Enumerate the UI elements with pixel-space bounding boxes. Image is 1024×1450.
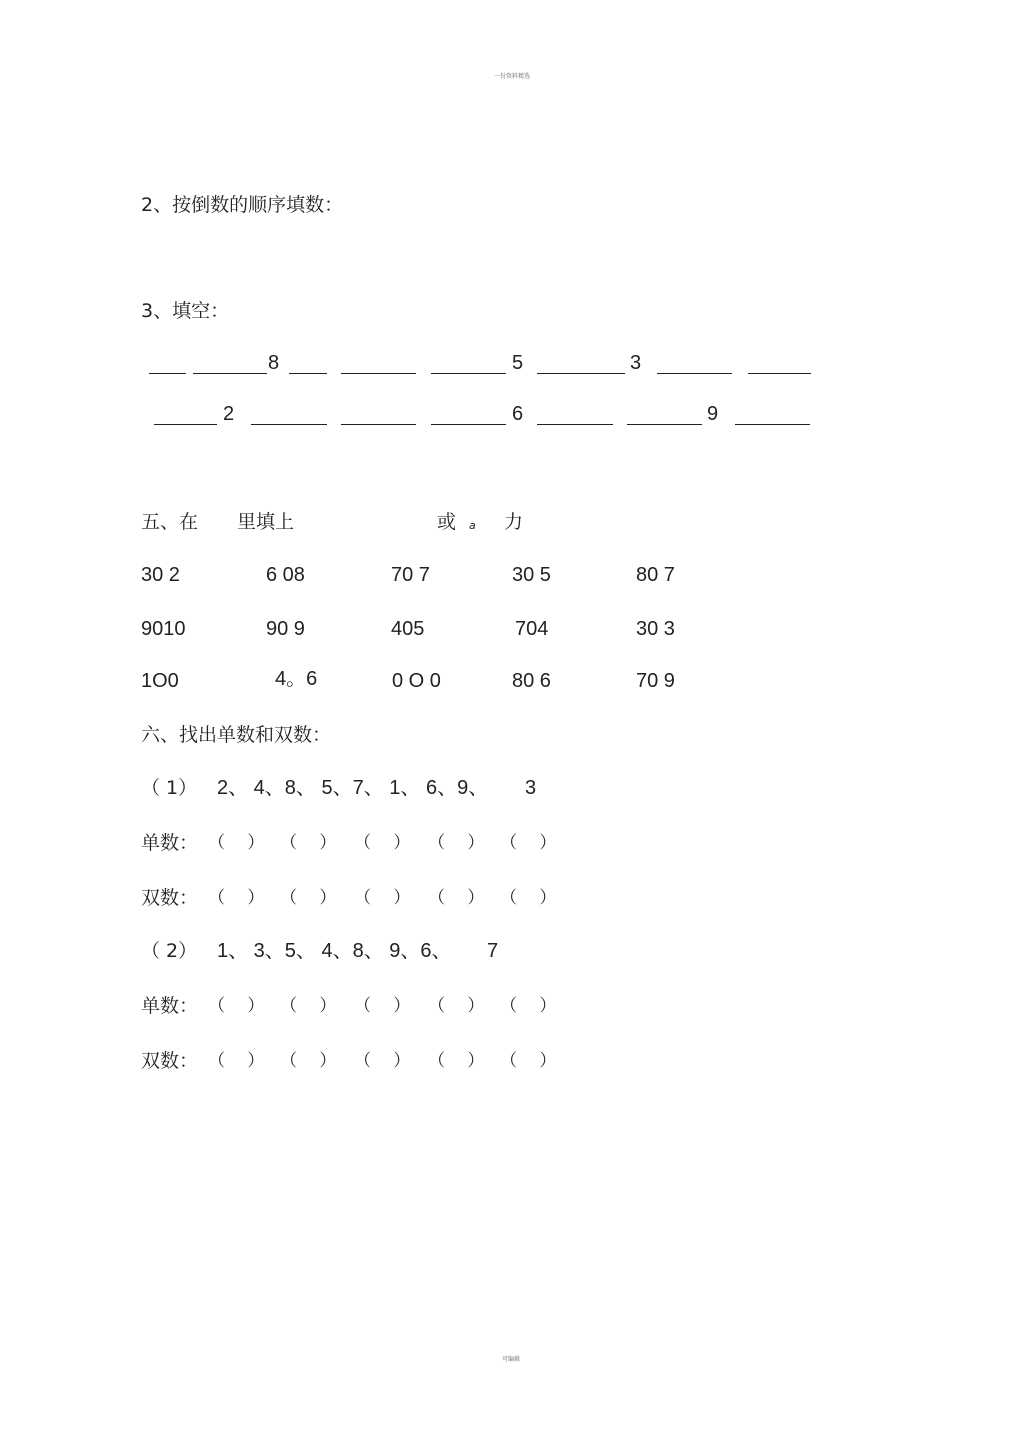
- section5-title: a: [469, 519, 476, 532]
- answer-paren[interactable]: （ ）: [280, 888, 337, 908]
- section5-title: 五、在: [141, 511, 199, 533]
- answer-paren[interactable]: （ ）: [280, 996, 337, 1016]
- part2-last: 7: [487, 940, 499, 962]
- fill-blank[interactable]: [289, 373, 327, 374]
- fill-blank[interactable]: [149, 373, 186, 374]
- part1-sequence: 2、 4、8、 5、7、 1、 6、9、: [217, 777, 489, 799]
- given-number: 2: [223, 403, 235, 425]
- compare-item[interactable]: 80 7: [636, 564, 675, 586]
- odd-label: 单数：: [141, 995, 199, 1017]
- section5-title: 里填上: [237, 511, 295, 533]
- even-label: 双数：: [141, 1050, 199, 1072]
- answer-paren[interactable]: （ ）: [500, 1051, 557, 1071]
- compare-item[interactable]: 70 7: [391, 564, 430, 586]
- compare-item[interactable]: 1O0: [141, 670, 179, 692]
- answer-paren[interactable]: （ ）: [428, 1051, 485, 1071]
- compare-item[interactable]: 4。6: [275, 668, 318, 690]
- section5-title: 或: [437, 511, 457, 533]
- answer-paren[interactable]: （ ）: [500, 996, 557, 1016]
- section6-title: 六、找出单数和双数：: [141, 724, 332, 746]
- compare-item[interactable]: 90 9: [266, 618, 305, 640]
- part1-label: （ 1）: [141, 777, 198, 799]
- answer-paren[interactable]: （ ）: [428, 888, 485, 908]
- fill-blank[interactable]: [537, 373, 625, 374]
- fill-blank[interactable]: [431, 424, 506, 425]
- fill-blank[interactable]: [251, 424, 327, 425]
- compare-item[interactable]: 30 5: [512, 564, 551, 586]
- even-label: 双数：: [141, 887, 199, 909]
- part1-last: 3: [525, 777, 537, 799]
- compare-item[interactable]: 6 08: [266, 564, 305, 586]
- answer-paren[interactable]: （ ）: [208, 888, 265, 908]
- answer-paren[interactable]: （ ）: [354, 996, 411, 1016]
- fill-blank[interactable]: [537, 424, 613, 425]
- given-number: 6: [512, 403, 524, 425]
- compare-item[interactable]: 9010: [141, 618, 186, 640]
- answer-paren[interactable]: （ ）: [208, 833, 265, 853]
- answer-paren[interactable]: （ ）: [428, 833, 485, 853]
- compare-item[interactable]: 80 6: [512, 670, 551, 692]
- compare-item[interactable]: 0 O 0: [392, 670, 441, 692]
- fill-blank[interactable]: [341, 424, 416, 425]
- q2-title: 2、按倒数的顺序填数：: [141, 194, 344, 216]
- compare-item[interactable]: 70 9: [636, 670, 675, 692]
- given-number: 8: [268, 352, 280, 374]
- page-footer: 可编辑: [502, 1356, 521, 1363]
- fill-blank[interactable]: [193, 373, 267, 374]
- odd-label: 单数：: [141, 832, 199, 854]
- answer-paren[interactable]: （ ）: [500, 888, 557, 908]
- fill-blank[interactable]: [657, 373, 732, 374]
- given-number: 9: [707, 403, 719, 425]
- answer-paren[interactable]: （ ）: [500, 833, 557, 853]
- fill-blank[interactable]: [341, 373, 416, 374]
- fill-blank[interactable]: [735, 424, 810, 425]
- compare-item[interactable]: 30 3: [636, 618, 675, 640]
- answer-paren[interactable]: （ ）: [280, 1051, 337, 1071]
- compare-item[interactable]: 704: [515, 618, 549, 640]
- compare-item[interactable]: 405: [391, 618, 425, 640]
- answer-paren[interactable]: （ ）: [354, 1051, 411, 1071]
- compare-item[interactable]: 30 2: [141, 564, 180, 586]
- page-header: 一份资料精选: [494, 73, 531, 80]
- given-number: 5: [512, 352, 524, 374]
- answer-paren[interactable]: （ ）: [208, 996, 265, 1016]
- fill-blank[interactable]: [627, 424, 702, 425]
- q3-title: 3、填空：: [141, 300, 230, 322]
- fill-blank[interactable]: [431, 373, 506, 374]
- section5-title: 力: [504, 511, 524, 533]
- answer-paren[interactable]: （ ）: [208, 1051, 265, 1071]
- part2-label: （ 2）: [141, 940, 198, 962]
- fill-blank[interactable]: [154, 424, 217, 425]
- answer-paren[interactable]: （ ）: [428, 996, 485, 1016]
- fill-blank[interactable]: [748, 373, 811, 374]
- part2-sequence: 1、 3、5、 4、8、 9、6、: [217, 940, 452, 962]
- given-number: 3: [630, 352, 642, 374]
- answer-paren[interactable]: （ ）: [354, 833, 411, 853]
- answer-paren[interactable]: （ ）: [354, 888, 411, 908]
- answer-paren[interactable]: （ ）: [280, 833, 337, 853]
